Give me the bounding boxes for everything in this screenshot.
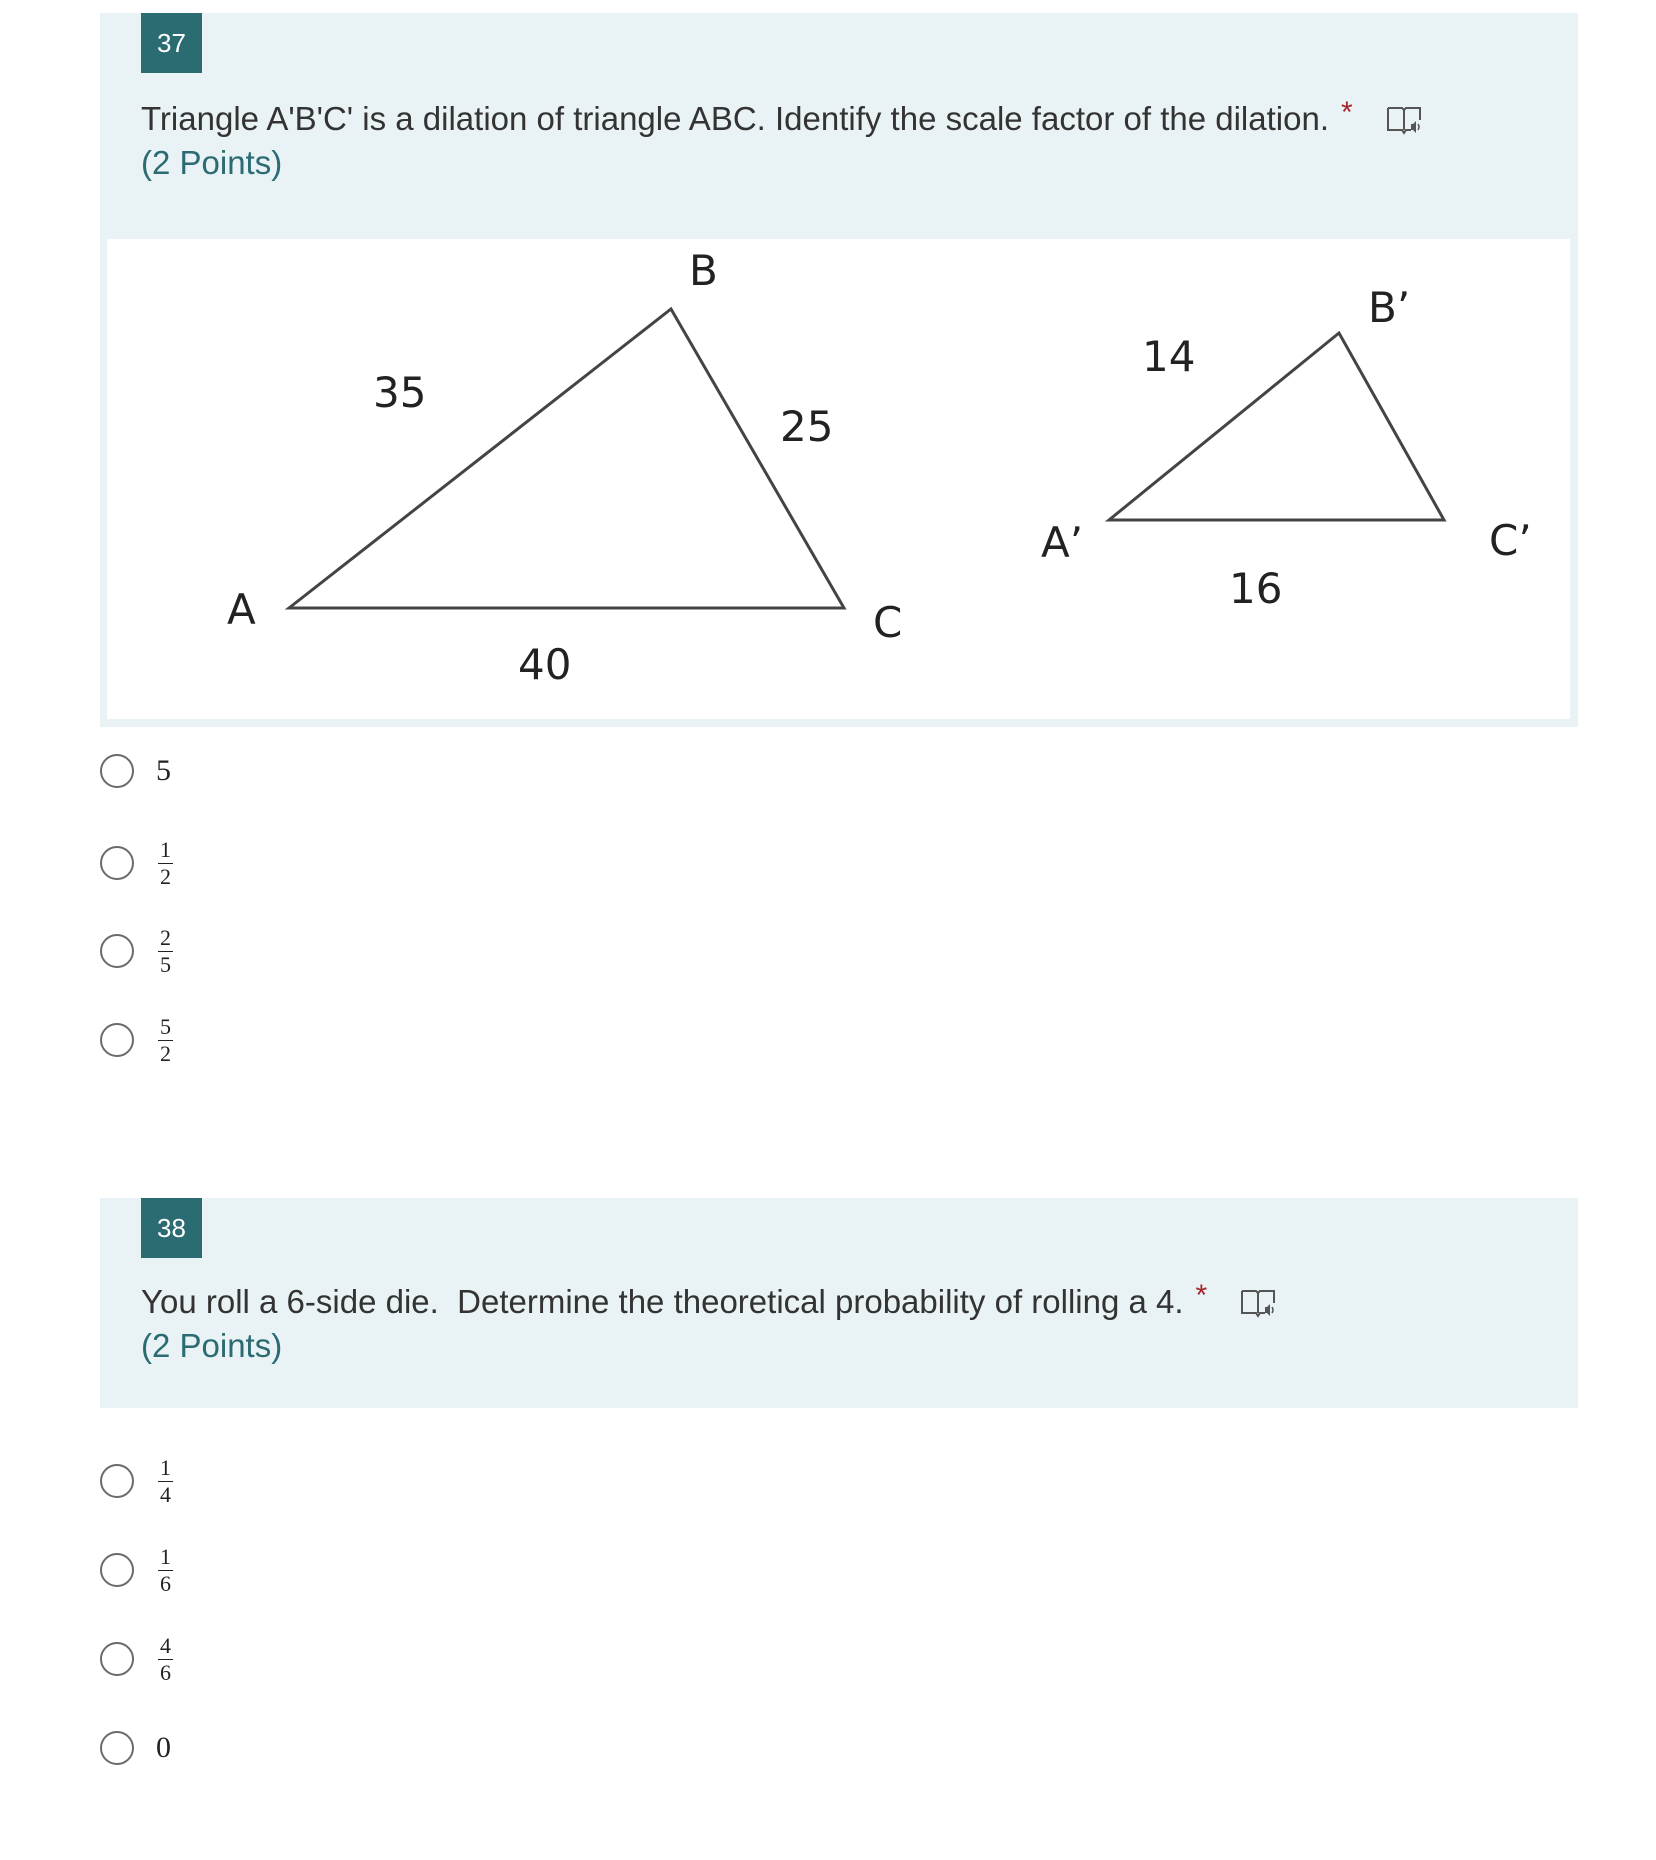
radio-icon[interactable] <box>100 1464 134 1498</box>
option-2-5[interactable] <box>100 918 173 984</box>
question-38 <box>100 1198 1578 1778</box>
side-a-c-prime-label: 16 <box>1229 564 1283 613</box>
denominator: 6 <box>160 1659 171 1685</box>
required-marker: * <box>1195 1279 1208 1312</box>
question-points: (2 Points) <box>141 1327 283 1364</box>
option-1-2[interactable] <box>100 830 173 896</box>
triangle-abc <box>289 309 844 608</box>
numerator: 2 <box>160 924 171 950</box>
option-label: 5 <box>156 754 171 787</box>
radio-icon[interactable] <box>100 934 134 968</box>
denominator: 6 <box>160 1570 171 1596</box>
question-header <box>100 13 1578 227</box>
radio-icon[interactable] <box>100 1731 134 1765</box>
radio-icon[interactable] <box>100 754 134 788</box>
option-5-2[interactable] <box>100 1007 173 1073</box>
radio-icon[interactable] <box>100 1553 134 1587</box>
numerator: 5 <box>160 1013 171 1039</box>
immersive-reader-icon[interactable] <box>1385 100 1423 138</box>
option-5[interactable] <box>100 754 171 788</box>
side-bc-label: 25 <box>780 402 834 451</box>
radio-icon[interactable] <box>100 1023 134 1057</box>
option-4-6[interactable] <box>100 1626 173 1692</box>
question-title <box>141 1280 1277 1324</box>
option-fraction <box>158 1632 173 1685</box>
option-label: 0 <box>156 1731 171 1764</box>
side-ac-label: 40 <box>518 640 572 689</box>
radio-icon[interactable] <box>100 1642 134 1676</box>
question-number-badge: 38 <box>141 1198 202 1258</box>
option-fraction <box>158 836 173 889</box>
option-0[interactable] <box>100 1715 171 1781</box>
side-a-b-prime-label: 14 <box>1142 332 1196 381</box>
vertex-a-prime-label: A’ <box>1041 518 1084 567</box>
denominator: 2 <box>160 863 171 889</box>
numerator: 1 <box>160 836 171 862</box>
side-ab-label: 35 <box>373 368 427 417</box>
numerator: 1 <box>160 1454 171 1480</box>
question-text: Triangle A'B'C' is a dilation of triangle ABC. Identify the scale factor of the dilation. <box>141 100 1329 137</box>
question-points: (2 Points) <box>141 144 283 181</box>
question-text: You roll a 6-side die. Determine the theoretical probability of rolling a 4. <box>141 1283 1184 1320</box>
option-fraction <box>158 1454 173 1507</box>
question-title <box>141 97 1423 141</box>
question-37 <box>100 13 1578 1113</box>
radio-icon[interactable] <box>100 846 134 880</box>
question-number-badge: 37 <box>141 13 202 73</box>
vertex-c-prime-label: C’ <box>1489 516 1532 565</box>
figure-canvas <box>107 239 1570 719</box>
denominator: 2 <box>160 1040 171 1066</box>
vertex-c-label: C <box>873 598 903 647</box>
question-figure <box>100 225 1578 727</box>
numerator: 4 <box>160 1632 171 1658</box>
triangles-diagram <box>107 239 1570 719</box>
immersive-reader-icon[interactable] <box>1239 1283 1277 1321</box>
denominator: 4 <box>160 1481 171 1507</box>
vertex-b-prime-label: B’ <box>1368 283 1411 332</box>
required-marker: * <box>1340 96 1353 129</box>
option-fraction <box>158 1013 173 1066</box>
vertex-b-label: B <box>689 246 718 295</box>
option-fraction <box>158 1543 173 1596</box>
vertex-a-label: A <box>227 585 256 634</box>
option-fraction <box>158 924 173 977</box>
question-header <box>100 1198 1578 1408</box>
option-1-4[interactable] <box>100 1448 173 1514</box>
denominator: 5 <box>160 951 171 977</box>
numerator: 1 <box>160 1543 171 1569</box>
option-1-6[interactable] <box>100 1537 173 1603</box>
